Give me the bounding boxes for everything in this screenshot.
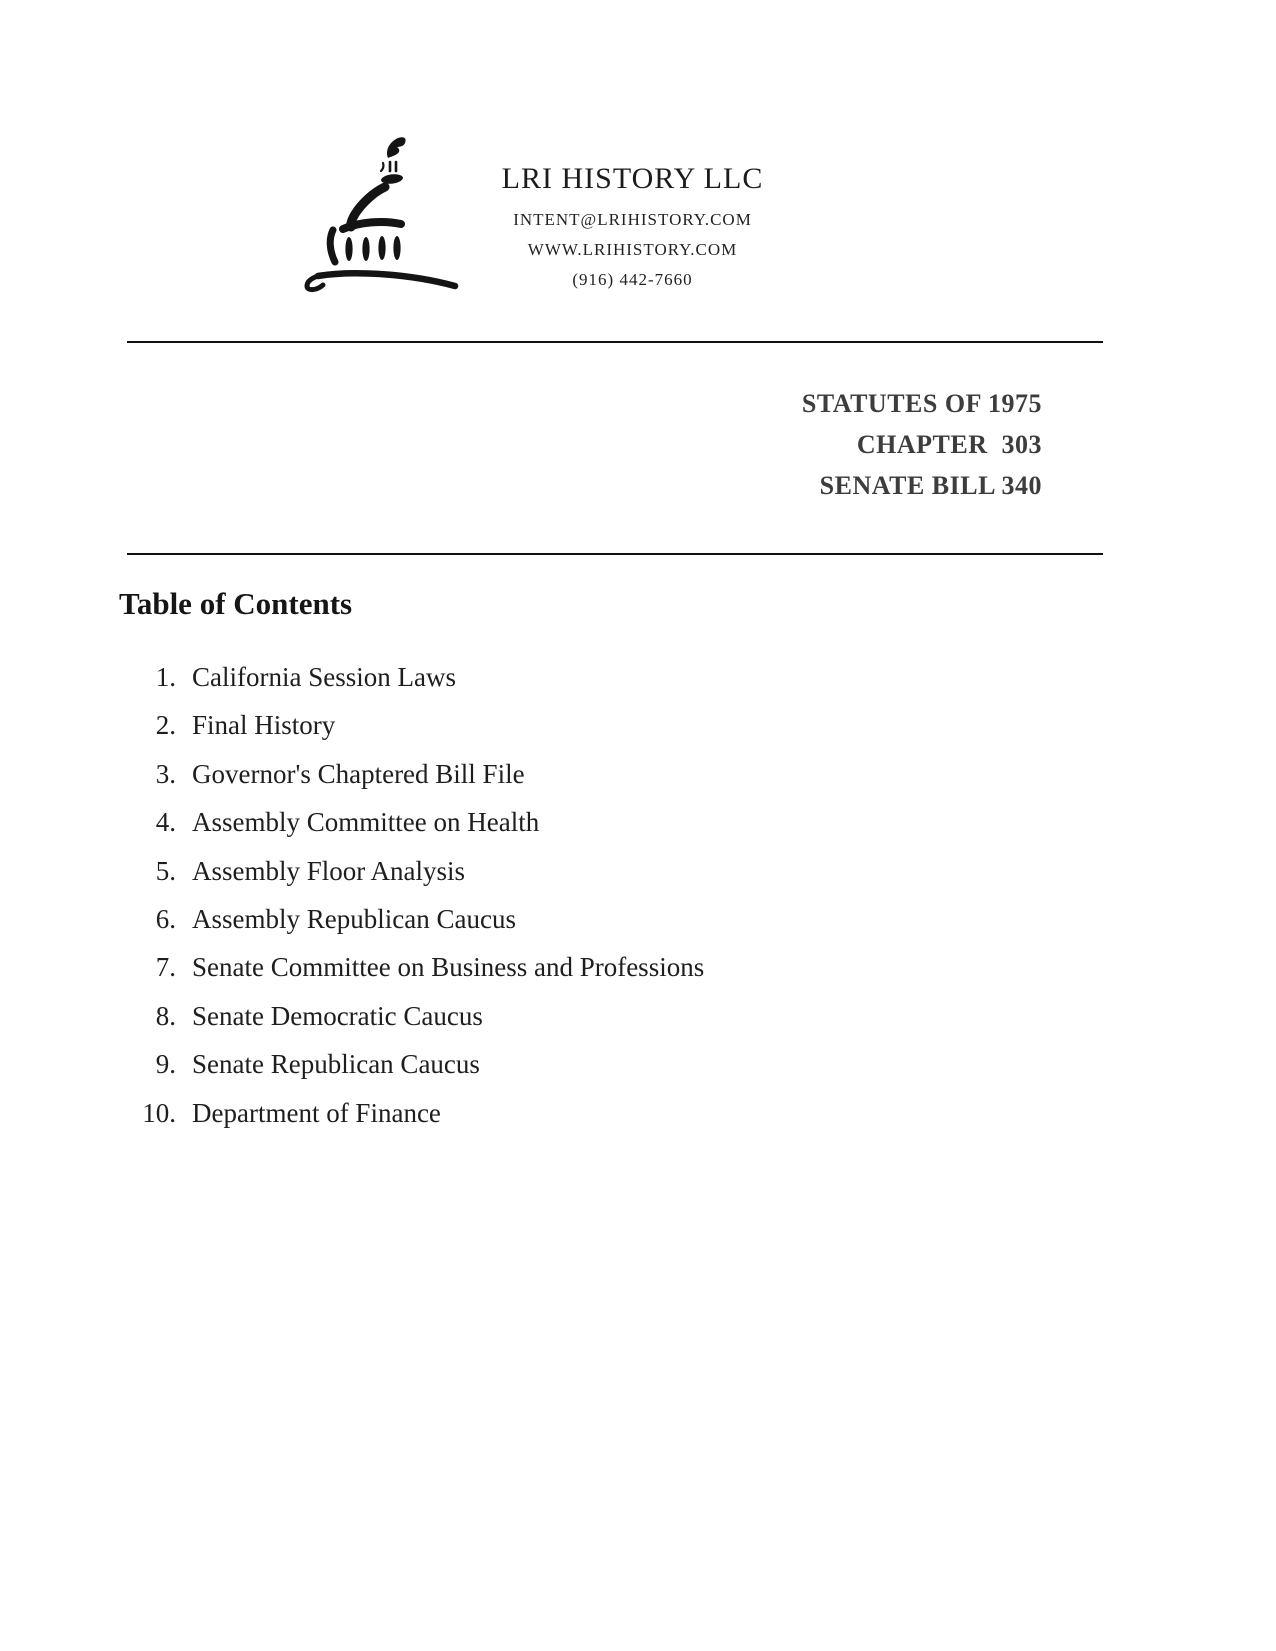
toc-item-label: Assembly Committee on Health — [192, 807, 540, 838]
toc-item-label: Department of Finance — [192, 1097, 441, 1128]
toc-item — [120, 895, 1020, 943]
divider-bottom — [127, 553, 1103, 555]
website-text: WWW.LRIHISTORY.COM — [527, 240, 738, 259]
toc-item-number: 8. — [155, 1000, 176, 1031]
toc-item-label: Senate Democratic Caucus — [192, 1000, 483, 1031]
toc-item-label: Senate Committee on Business and Professions — [192, 952, 705, 983]
toc-item-label: California Session Laws — [192, 662, 456, 692]
toc-item-label: Assembly Floor Analysis — [192, 855, 466, 886]
toc-item — [120, 1040, 1020, 1088]
toc-item — [120, 750, 1020, 798]
email-text: INTENT@LRIHISTORY.COM — [513, 210, 752, 229]
toc-item — [120, 1089, 1020, 1137]
divider-top — [127, 341, 1103, 343]
toc-item-label: Assembly Republican Caucus — [192, 903, 516, 934]
toc-item-number: 5. — [155, 855, 176, 886]
capitol-dome-icon — [293, 125, 473, 295]
toc-item-number: 2. — [155, 710, 176, 741]
company-name: LRI HISTORY LLC — [501, 162, 764, 195]
statutes-line: STATUTES OF 1975 — [801, 389, 1042, 418]
toc-item-label: Governor's Chaptered Bill File — [192, 758, 525, 789]
toc-item — [120, 943, 1020, 991]
toc-item-number: 3. — [155, 758, 176, 789]
toc-item-label: Senate Republican Caucus — [192, 1049, 480, 1080]
toc-item — [120, 798, 1020, 846]
toc-item-number: 10. — [142, 1097, 176, 1128]
contact-info — [455, 205, 810, 295]
toc-item-number: 6. — [155, 903, 176, 934]
toc-item — [120, 992, 1020, 1040]
reference-block — [802, 383, 1042, 506]
toc-item-number: 1. — [155, 662, 176, 692]
toc-item — [120, 701, 1020, 749]
toc-item — [120, 653, 1020, 701]
toc-item — [120, 847, 1020, 895]
senate-bill-line: SENATE BILL 340 — [819, 471, 1042, 500]
toc-list — [120, 653, 1020, 1137]
chapter-line: CHAPTER 303 — [856, 430, 1042, 459]
letterhead — [455, 160, 810, 295]
toc-item-number: 7. — [155, 952, 176, 983]
phone-text: (916) 442-7660 — [572, 270, 693, 289]
toc-item-number: 9. — [155, 1049, 176, 1080]
toc-item-number: 4. — [155, 807, 176, 838]
toc-item-label: Final History — [192, 710, 336, 741]
toc-heading: Table of Contents — [119, 586, 353, 621]
